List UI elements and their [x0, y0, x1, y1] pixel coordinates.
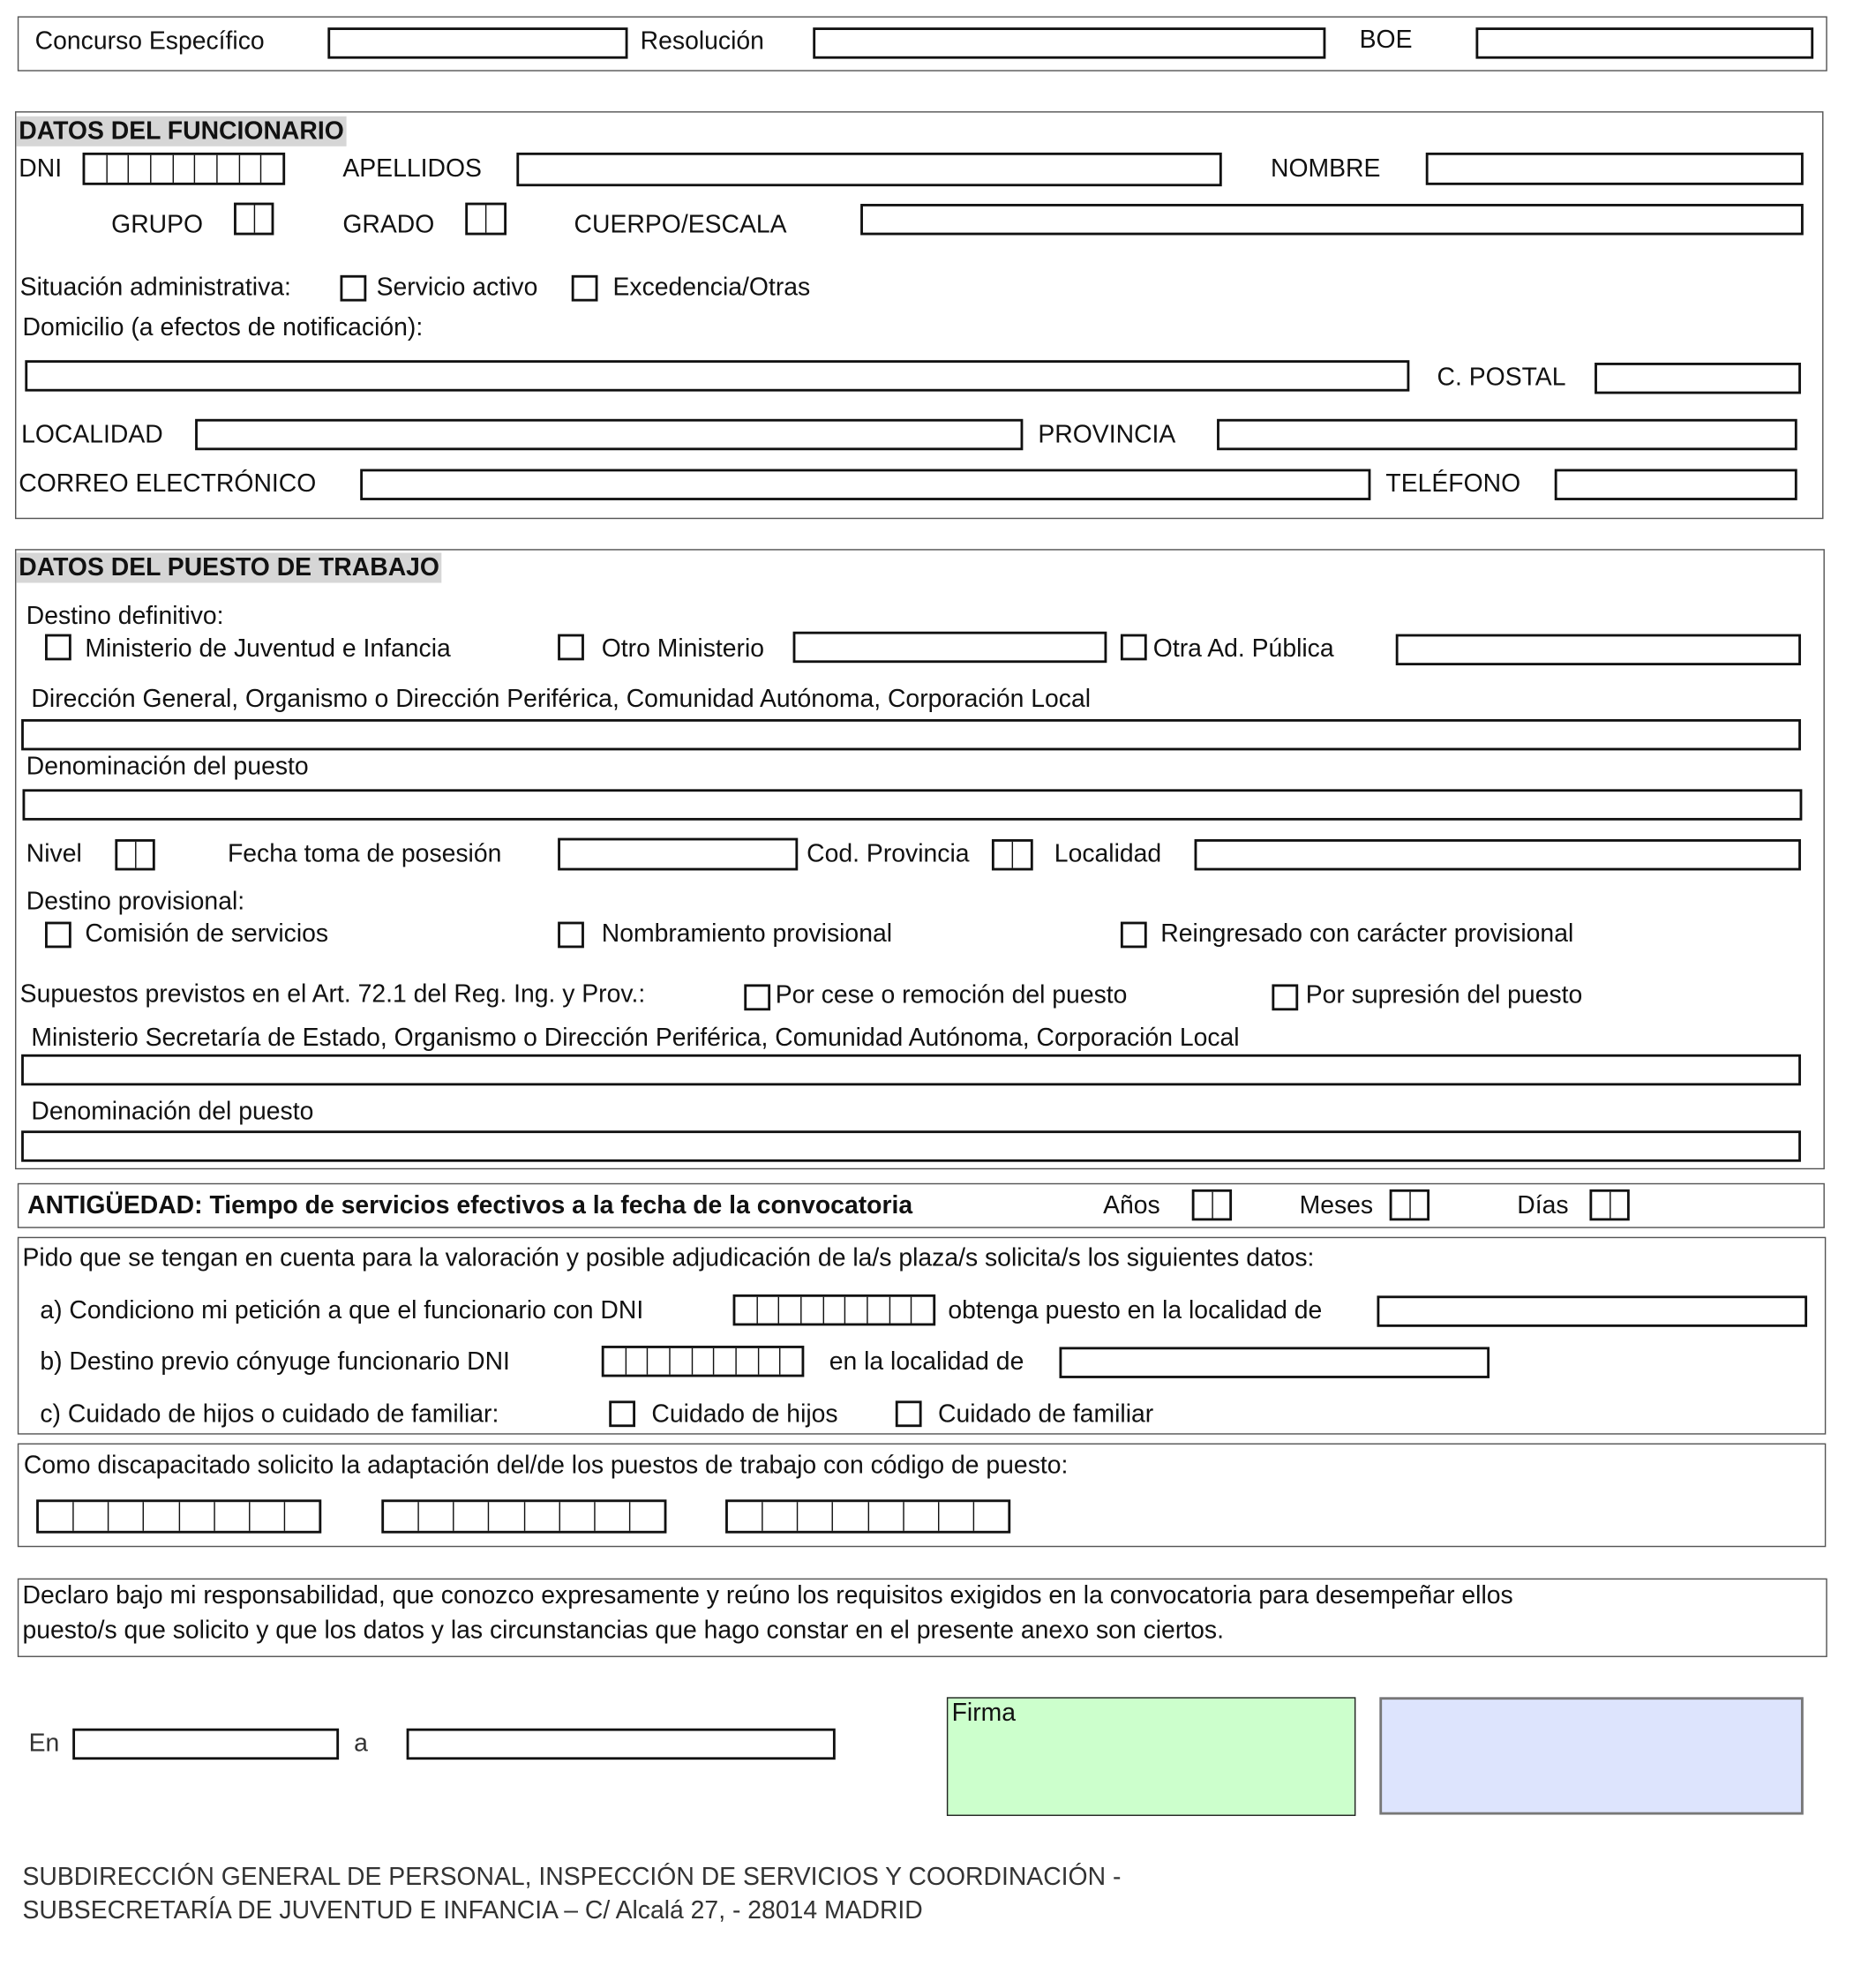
cpostal-label: C. POSTAL	[1437, 364, 1566, 392]
digit-cell[interactable]	[728, 1502, 762, 1531]
direccion-general-input[interactable]	[21, 719, 1801, 750]
digit-cell[interactable]	[214, 1502, 249, 1531]
codigo-puesto-1-input[interactable]	[36, 1499, 321, 1533]
digit-cell[interactable]	[844, 1297, 867, 1324]
codigo-puesto-2-input[interactable]	[381, 1499, 666, 1533]
a-label: a) Condiciono mi petición a que el funcionario con DNI	[40, 1296, 644, 1324]
digit-cell[interactable]	[604, 1348, 626, 1375]
boe-input[interactable]	[1475, 27, 1813, 58]
digit-cell[interactable]	[735, 1348, 757, 1375]
digit-cell[interactable]	[594, 1502, 629, 1531]
domicilio-input[interactable]	[25, 360, 1409, 391]
servicio-activo-checkbox[interactable]	[341, 275, 367, 302]
provincia-input[interactable]	[1217, 419, 1797, 450]
otra-ad-label: Otra Ad. Pública	[1152, 635, 1334, 664]
denominacion2-label: Denominación del puesto	[31, 1098, 314, 1126]
direccion-general-label: Dirección General, Organismo o Dirección Periférica, Comunidad Autónoma, Corporación Local	[31, 685, 1092, 713]
apellidos-input[interactable]	[516, 153, 1221, 186]
a-localidad-label: obtenga puesto en la localidad de	[948, 1296, 1323, 1324]
a-dni-input[interactable]	[733, 1294, 936, 1325]
excedencia-checkbox[interactable]	[572, 275, 598, 302]
comision-checkbox[interactable]	[45, 922, 71, 949]
digit-cell[interactable]	[647, 1348, 669, 1375]
digit-cell[interactable]	[418, 1502, 454, 1531]
digit-cell[interactable]	[216, 155, 238, 183]
digit-cell[interactable]	[236, 205, 253, 232]
digit-cell[interactable]	[1392, 1192, 1408, 1219]
digit-cell[interactable]	[485, 205, 504, 232]
digit-cell[interactable]	[867, 1297, 889, 1324]
digit-cell[interactable]	[780, 1348, 802, 1375]
a-fecha-label: a	[354, 1730, 368, 1758]
meses-label: Meses	[1299, 1191, 1374, 1219]
digit-cell[interactable]	[260, 155, 282, 183]
destino-provisional-label: Destino provisional:	[26, 888, 245, 916]
a-localidad-input[interactable]	[1377, 1295, 1807, 1326]
b-dni-input[interactable]	[602, 1346, 805, 1377]
digit-cell[interactable]	[713, 1348, 735, 1375]
digit-cell[interactable]	[468, 205, 485, 232]
cuidado-familiar-checkbox[interactable]	[896, 1400, 922, 1427]
digit-cell[interactable]	[797, 1502, 832, 1531]
ministerio-juventud-checkbox[interactable]	[45, 634, 71, 661]
digit-cell[interactable]	[867, 1502, 903, 1531]
digit-cell[interactable]	[1195, 1192, 1212, 1219]
digit-cell[interactable]	[249, 1502, 284, 1531]
resolucion-input[interactable]	[813, 27, 1325, 58]
denominacion2-input[interactable]	[21, 1130, 1801, 1161]
fecha-posesion-label: Fecha toma de posesión	[227, 840, 502, 868]
digit-cell[interactable]	[1012, 842, 1031, 868]
concurso-label: Concurso Específico	[34, 27, 265, 56]
peticion-intro: Pido que se tengan en cuenta para la valoración y posible adjudicación de la/s plaza/s solicita/s los siguientes datos:	[22, 1244, 1315, 1272]
nombramiento-checkbox[interactable]	[558, 922, 584, 949]
por-supresion-checkbox[interactable]	[1272, 984, 1298, 1010]
servicio-activo-label: Servicio activo	[376, 274, 538, 302]
sello-field[interactable]	[1379, 1697, 1803, 1814]
otro-ministerio-label: Otro Ministerio	[601, 635, 765, 664]
nombramiento-label: Nombramiento provisional	[601, 920, 893, 949]
digit-cell[interactable]	[143, 1502, 178, 1531]
en-label: En	[28, 1730, 60, 1758]
digit-cell[interactable]	[973, 1502, 1009, 1531]
digit-cell[interactable]	[117, 842, 134, 868]
por-cese-checkbox[interactable]	[744, 984, 770, 1010]
digit-cell[interactable]	[238, 155, 260, 183]
localidad-input[interactable]	[195, 419, 1023, 450]
grado-input[interactable]	[465, 203, 507, 236]
firma-label: Firma	[951, 1700, 1017, 1728]
localidad-puesto-input[interactable]	[1195, 839, 1801, 870]
dias-input[interactable]	[1589, 1189, 1629, 1220]
digit-cell[interactable]	[150, 155, 172, 183]
cuidado-familiar-label: Cuidado de familiar	[937, 1400, 1154, 1429]
antiguedad-title: ANTIGÜEDAD: Tiempo de servicios efectivos a la fecha de la convocatoria	[27, 1191, 913, 1219]
nombre-input[interactable]	[1426, 153, 1804, 185]
otra-ad-checkbox[interactable]	[1121, 634, 1147, 661]
digit-cell[interactable]	[762, 1502, 797, 1531]
digit-cell[interactable]	[756, 1297, 778, 1324]
fecha-input[interactable]	[407, 1729, 836, 1760]
situacion-label: Situación administrativa:	[19, 274, 291, 302]
por-cese-label: Por cese o remoción del puesto	[775, 981, 1128, 1009]
meses-input[interactable]	[1390, 1189, 1430, 1220]
concurso-input[interactable]	[327, 27, 627, 58]
digit-cell[interactable]	[757, 1348, 779, 1375]
comision-label: Comisión de servicios	[85, 920, 329, 949]
anos-label: Años	[1103, 1191, 1160, 1219]
declaracion-line2: puesto/s que solicito y que los datos y las circunstancias que hago constar en el presente anexo son ciertos.	[22, 1617, 1224, 1645]
footer-line1: SUBDIRECCIÓN GENERAL DE PERSONAL, INSPECCIÓN DE SERVICIOS Y COORDINACIÓN -	[22, 1863, 1122, 1892]
footer-line2: SUBSECRETARÍA DE JUVENTUD E INFANCIA – C/ Alcalá 27, - 28014 MADRID	[22, 1897, 923, 1925]
grupo-label: GRUPO	[111, 211, 204, 239]
digit-cell[interactable]	[39, 1502, 72, 1531]
ministerio-secretaria-label: Ministerio Secretaría de Estado, Organismo o Dirección Periférica, Comunidad Autónoma, Corporación Local	[31, 1024, 1240, 1052]
digit-cell[interactable]	[384, 1502, 417, 1531]
digit-cell[interactable]	[1409, 1192, 1428, 1219]
cod-provincia-input[interactable]	[992, 839, 1033, 870]
cod-provincia-label: Cod. Provincia	[807, 840, 970, 868]
digit-cell[interactable]	[128, 155, 150, 183]
digit-cell[interactable]	[85, 155, 106, 183]
otro-ministerio-checkbox[interactable]	[558, 634, 584, 661]
digit-cell[interactable]	[994, 842, 1012, 868]
correo-input[interactable]	[360, 469, 1370, 499]
digit-cell[interactable]	[625, 1348, 647, 1375]
digit-cell[interactable]	[108, 1502, 143, 1531]
nivel-input[interactable]	[115, 839, 154, 870]
digit-cell[interactable]	[453, 1502, 488, 1531]
digit-cell[interactable]	[778, 1297, 800, 1324]
cpostal-input[interactable]	[1595, 363, 1801, 394]
telefono-input[interactable]	[1555, 469, 1797, 499]
firma-field[interactable]	[947, 1697, 1355, 1816]
grado-label: GRADO	[342, 211, 435, 239]
puesto-title: DATOS DEL PUESTO DE TRABAJO	[16, 552, 441, 582]
c-label: c) Cuidado de hijos o cuidado de familiar:	[40, 1400, 499, 1429]
digit-cell[interactable]	[938, 1502, 973, 1531]
supuestos-label: Supuestos previstos en el Art. 72.1 del Reg. Ing. y Prov.:	[19, 980, 646, 1009]
ministerio-juventud-label: Ministerio de Juventud e Infancia	[85, 635, 451, 664]
cuerpo-label: CUERPO/ESCALA	[574, 211, 787, 239]
digit-cell[interactable]	[889, 1297, 911, 1324]
codigo-puesto-3-input[interactable]	[725, 1499, 1010, 1533]
apellidos-label: APELLIDOS	[342, 154, 482, 183]
dias-label: Días	[1517, 1191, 1569, 1219]
b-label: b) Destino previo cónyuge funcionario DNI	[40, 1347, 510, 1377]
excedencia-label: Excedencia/Otras	[612, 274, 811, 302]
digit-cell[interactable]	[134, 842, 153, 868]
b-localidad-label: en la localidad de	[829, 1347, 1024, 1377]
denominacion-input[interactable]	[23, 789, 1803, 820]
digit-cell[interactable]	[735, 1297, 756, 1324]
discapacidad-text: Como discapacitado solicito la adaptación del/de los puestos de trabajo con código de puesto:	[23, 1452, 1069, 1480]
otro-ministerio-input[interactable]	[793, 632, 1107, 663]
por-supresion-label: Por supresión del puesto	[1305, 981, 1583, 1009]
localidad-puesto-label: Localidad	[1054, 840, 1162, 868]
digit-cell[interactable]	[178, 1502, 214, 1531]
digit-cell[interactable]	[800, 1297, 822, 1324]
denominacion-label: Denominación del puesto	[26, 753, 309, 781]
dni-label: DNI	[19, 154, 63, 183]
lugar-input[interactable]	[72, 1729, 339, 1760]
boe-label: BOE	[1359, 26, 1413, 54]
grupo-input[interactable]	[234, 203, 274, 236]
provincia-label: PROVINCIA	[1038, 421, 1176, 449]
digit-cell[interactable]	[488, 1502, 523, 1531]
cuidado-hijos-label: Cuidado de hijos	[651, 1400, 838, 1429]
b-localidad-input[interactable]	[1059, 1347, 1490, 1377]
domicilio-label: Domicilio (a efectos de notificación):	[22, 313, 424, 341]
digit-cell[interactable]	[911, 1297, 933, 1324]
digit-cell[interactable]	[172, 155, 194, 183]
digit-cell[interactable]	[194, 155, 216, 183]
fecha-posesion-input[interactable]	[558, 838, 798, 871]
nivel-label: Nivel	[26, 840, 82, 868]
cuidado-hijos-checkbox[interactable]	[609, 1400, 635, 1427]
digit-cell[interactable]	[1592, 1192, 1609, 1219]
declaracion-line1: Declaro bajo mi responsabilidad, que conozco expresamente y reúno los requisitos exigidos en la convocatoria para desempeñar ellos	[22, 1581, 1513, 1610]
digit-cell[interactable]	[903, 1502, 938, 1531]
digit-cell[interactable]	[72, 1502, 108, 1531]
telefono-label: TELÉFONO	[1385, 469, 1521, 499]
digit-cell[interactable]	[284, 1502, 319, 1531]
digit-cell[interactable]	[559, 1502, 594, 1531]
digit-cell[interactable]	[106, 155, 128, 183]
nombre-label: NOMBRE	[1271, 154, 1381, 183]
reingresado-checkbox[interactable]	[1121, 922, 1147, 949]
dni-input[interactable]	[83, 153, 286, 185]
digit-cell[interactable]	[669, 1348, 691, 1375]
digit-cell[interactable]	[822, 1297, 844, 1324]
cuerpo-input[interactable]	[860, 204, 1804, 235]
destino-definitivo-label: Destino definitivo:	[26, 603, 224, 631]
ministerio-secretaria-input[interactable]	[21, 1054, 1801, 1085]
anos-input[interactable]	[1192, 1189, 1232, 1220]
digit-cell[interactable]	[1212, 1192, 1230, 1219]
correo-label: CORREO ELECTRÓNICO	[19, 469, 317, 499]
digit-cell[interactable]	[523, 1502, 559, 1531]
reingresado-label: Reingresado con carácter provisional	[1160, 920, 1574, 949]
digit-cell[interactable]	[1609, 1192, 1627, 1219]
digit-cell[interactable]	[629, 1502, 664, 1531]
digit-cell[interactable]	[691, 1348, 713, 1375]
funcionario-title: DATOS DEL FUNCIONARIO	[16, 116, 346, 146]
otra-ad-input[interactable]	[1396, 634, 1801, 665]
resolucion-label: Resolución	[640, 27, 764, 56]
digit-cell[interactable]	[253, 205, 272, 232]
localidad-label: LOCALIDAD	[21, 421, 163, 449]
digit-cell[interactable]	[832, 1502, 867, 1531]
